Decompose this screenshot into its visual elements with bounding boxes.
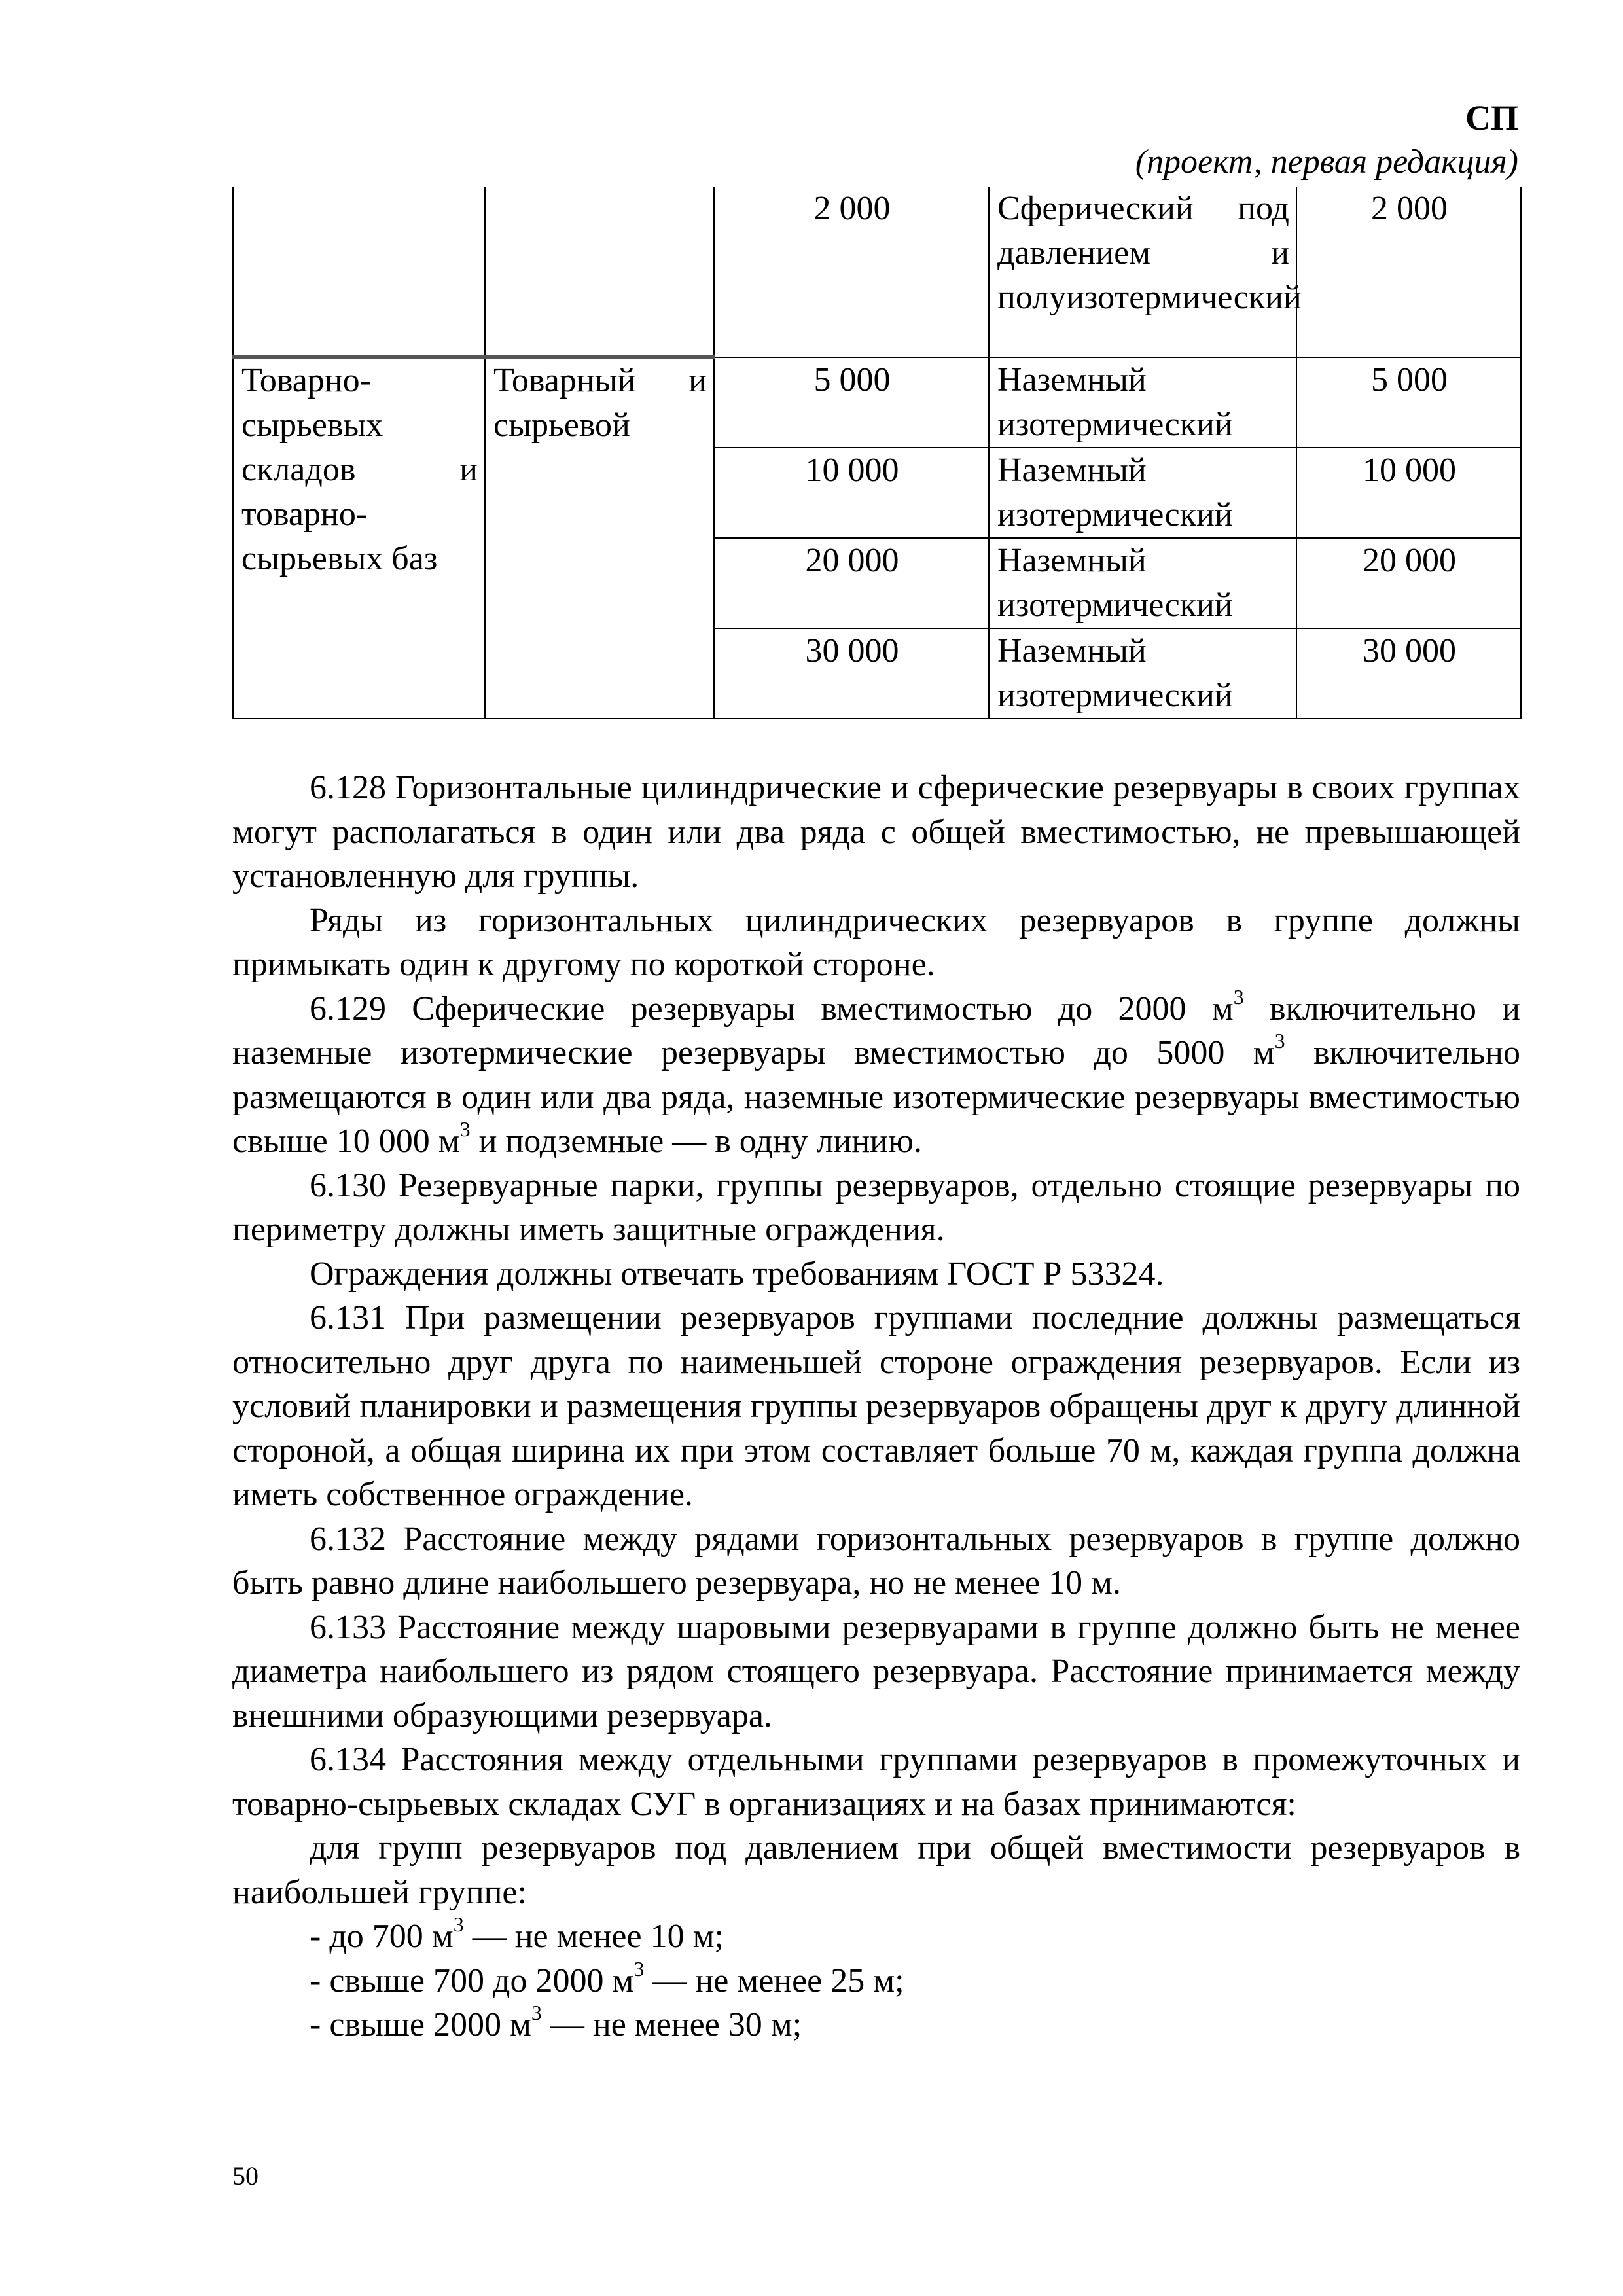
text-span: включительно и наземные изотермические резервуары вместимостью до 5000 м [232,990,1520,1071]
table-cell-volume: 20 000 [714,538,989,628]
text-span: — не менее 25 м; [644,1962,904,2000]
superscript: 3 [633,1956,645,1981]
paragraph-6-133: 6.133 Расстояние между шаровыми резервуарами в группе должно быть не менее диаметра наибольшего из рядом стоящего резервуара. Расстояние принимается между внешними образующими резервуара. [232,1608,1520,1734]
paragraph-6-130: 6.130 Резервуарные парки, группы резервуаров, отдельно стоящие резервуары по периметру должны иметь защитные ограждения. [232,1166,1520,1248]
superscript: 3 [531,2001,542,2024]
table-cell-type: Наземный изотермический [989,448,1296,538]
list-item [232,1956,1520,2003]
table-cell-volume: 30 000 [714,628,989,719]
table-cell-max: 20 000 [1296,538,1521,628]
text-span: - свыше 700 до 2000 м [310,1962,634,2000]
spec-table [232,187,1522,719]
body-text [232,766,1520,2047]
paragraph-6-131: 6.131 При размещении резервуаров группами последние должны размещаться относительно друг друга по наименьшей стороне ограждения резервуаров. Если из условий планировки и размещения группы резервуаров обращены друг к другу длинной стороной, а общая ширина их при этом составляет больше 70 м, каждая группа должна иметь собственное ограждение. [232,1299,1520,1513]
paragraph-6-130-fences: Ограждения должны отвечать требованиям ГОСТ Р 53324. [310,1255,1164,1293]
list-item [232,2003,1520,2047]
table-cell-max: 30 000 [1296,628,1521,719]
table-cell-type: Наземный изотермический [989,538,1296,628]
text-span: — не менее 10 м; [463,1918,724,1955]
table-cell [233,187,485,357]
table-row [233,357,1521,448]
paragraph-6-128-rows: Ряды из горизонтальных цилиндрических резервуаров в группе должны примыкать один к другому по короткой стороне. [232,901,1520,983]
text-span: включительно размещаются в один или два ряда, наземные изотермические резервуары вместимостью свыше 10 000 м [232,1034,1520,1160]
text-span: — не менее 30 м; [541,2006,802,2043]
header-code: СП [1465,98,1518,137]
superscript: 3 [453,1912,464,1936]
paragraph-6-134-groups: для групп резервуаров под давлением при общей вместимости резервуаров в наибольшей группе: [232,1829,1520,1911]
superscript: 3 [1233,984,1244,1009]
text-span: и подземные — в одну линию. [470,1122,922,1160]
table-cell-volume: 10 000 [714,448,989,538]
table-cell-type: Наземный изотермический [989,357,1296,448]
list-item [232,1914,1520,1959]
paragraph-6-129 [232,984,1520,1164]
header-subtitle: (проект, первая редакция) [1135,143,1518,181]
text-span: 6.129 Сферические резервуары вместимостью до 2000 м [310,990,1234,1028]
table-cell-volume: 5 000 [714,357,989,448]
paragraph-6-134: 6.134 Расстояния между отдельными группами резервуаров в промежуточных и товарно-сырьевых складах СУГ в организациях и на базах принимаются: [232,1741,1520,1823]
table-cell-group: Товарно-сырьевых складов и товарно-сырьевых баз [233,357,485,719]
page-number: 50 [232,2161,259,2191]
table-cell [485,187,714,357]
paragraph-6-132: 6.132 Расстояние между рядами горизонтальных резервуаров в группе должно быть равно длине наибольшего резервуара, но не менее 10 м. [232,1520,1520,1602]
table-cell-max: 5 000 [1296,357,1521,448]
table-cell-type: Сферический под давлением и полуизотермический [989,187,1296,357]
table-cell-max: 10 000 [1296,448,1521,538]
text-span: - свыше 2000 м [310,2006,531,2043]
table-row [233,187,1521,357]
table-cell-kind: Товарный и сырьевой [485,357,714,719]
superscript: 3 [459,1117,471,1141]
table-cell-volume: 2 000 [714,187,989,357]
text-span: - до 700 м [310,1918,454,1955]
table-cell-type: Наземный изотермический [989,628,1296,719]
superscript: 3 [1274,1029,1285,1052]
table-cell-max: 2 000 [1296,187,1521,357]
paragraph-6-128: 6.128 Горизонтальные цилиндрические и сферические резервуары в своих группах могут располагаться в один или два ряда с общей вместимостью, не превышающей установленную для группы. [232,769,1520,895]
